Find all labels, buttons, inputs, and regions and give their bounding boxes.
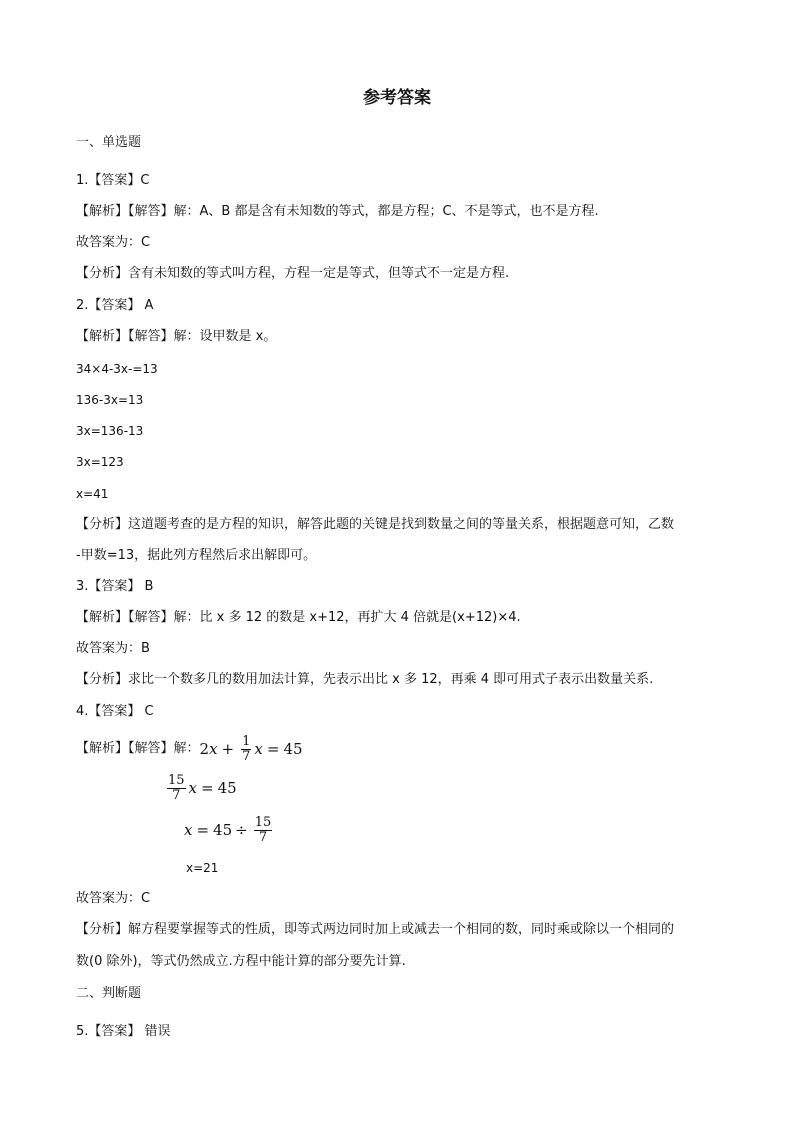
q2-analysis: 【解析】【解答】解：设甲数是 x。	[76, 329, 277, 344]
q4-equation-1: 2 x + $\frac{1}{7}$ x = 45	[199, 733, 303, 764]
q1-analysis: 【解析】【解答】解：A、B 都是含有未知数的等式，都是方程；C、不是等式，也不是方程.	[76, 204, 599, 219]
page-title: 参考答案	[363, 88, 431, 108]
q4-equation-3: x = 45 ÷ $\frac{15}{7}$	[184, 814, 272, 845]
q2-step-3: 3x=136-13	[76, 424, 144, 438]
q4-answer: 4.【答案】 C	[76, 704, 154, 719]
section-heading-true-false: 二、判断题	[76, 986, 142, 1001]
q4-analysis	[76, 734, 303, 764]
q5-answer: 5.【答案】 错误	[76, 1024, 171, 1039]
q2-note-line-2: -甲数=13，据此列方程然后求出解即可。	[76, 548, 317, 563]
q4-conclusion: 故答案为：C	[76, 891, 151, 906]
q3-note: 【分析】求比一个数多几的数用加法计算，先表示出比 x 多 12，再乘 4 即可用式子表示出数量关系.	[76, 672, 654, 687]
q2-step-4: 3x=123	[76, 455, 124, 469]
q2-step-1: 34×4-3x-=13	[76, 362, 158, 376]
q3-analysis: 【解析】【解答】解：比 x 多 12 的数是 x+12，再扩大 4 倍就是(x+12)×4.	[76, 610, 521, 625]
q4-equation-2: $\frac{15}{7}$ x = 45	[168, 772, 237, 803]
q3-answer: 3.【答案】 B	[76, 579, 154, 594]
q3-conclusion: 故答案为：B	[76, 641, 150, 656]
q4-note-line-1: 【分析】解方程要掌握等式的性质，即等式两边同时加上或减去一个相同的数，同时乘或除以一个相同的	[76, 922, 675, 937]
q4-note-line-2: 数(0 除外)，等式仍然成立.方程中能计算的部分要先计算.	[76, 954, 406, 969]
q1-answer: 1.【答案】C	[76, 173, 150, 188]
q2-answer: 2.【答案】 A	[76, 298, 154, 313]
fraction: $\frac{1}{7}$	[242, 733, 251, 764]
q2-step-2: 136-3x=13	[76, 393, 144, 407]
q1-note: 【分析】含有未知数的等式叫方程，方程一定是等式，但等式不一定是方程.	[76, 266, 510, 281]
fraction: $\frac{15}{7}$	[254, 814, 272, 845]
q2-step-5: x=41	[76, 487, 109, 501]
section-heading-single-choice: 一、单选题	[76, 135, 142, 150]
q4-result: x=21	[186, 861, 219, 875]
q2-note-line-1: 【分析】这道题考查的是方程的知识，解答此题的关键是找到数量之间的等量关系，根据题意可知，乙数	[76, 517, 675, 532]
q4-analysis-prefix: 【解析】【解答】解：	[76, 741, 200, 756]
q1-conclusion: 故答案为：C	[76, 235, 151, 250]
fraction: $\frac{15}{7}$	[168, 772, 185, 803]
